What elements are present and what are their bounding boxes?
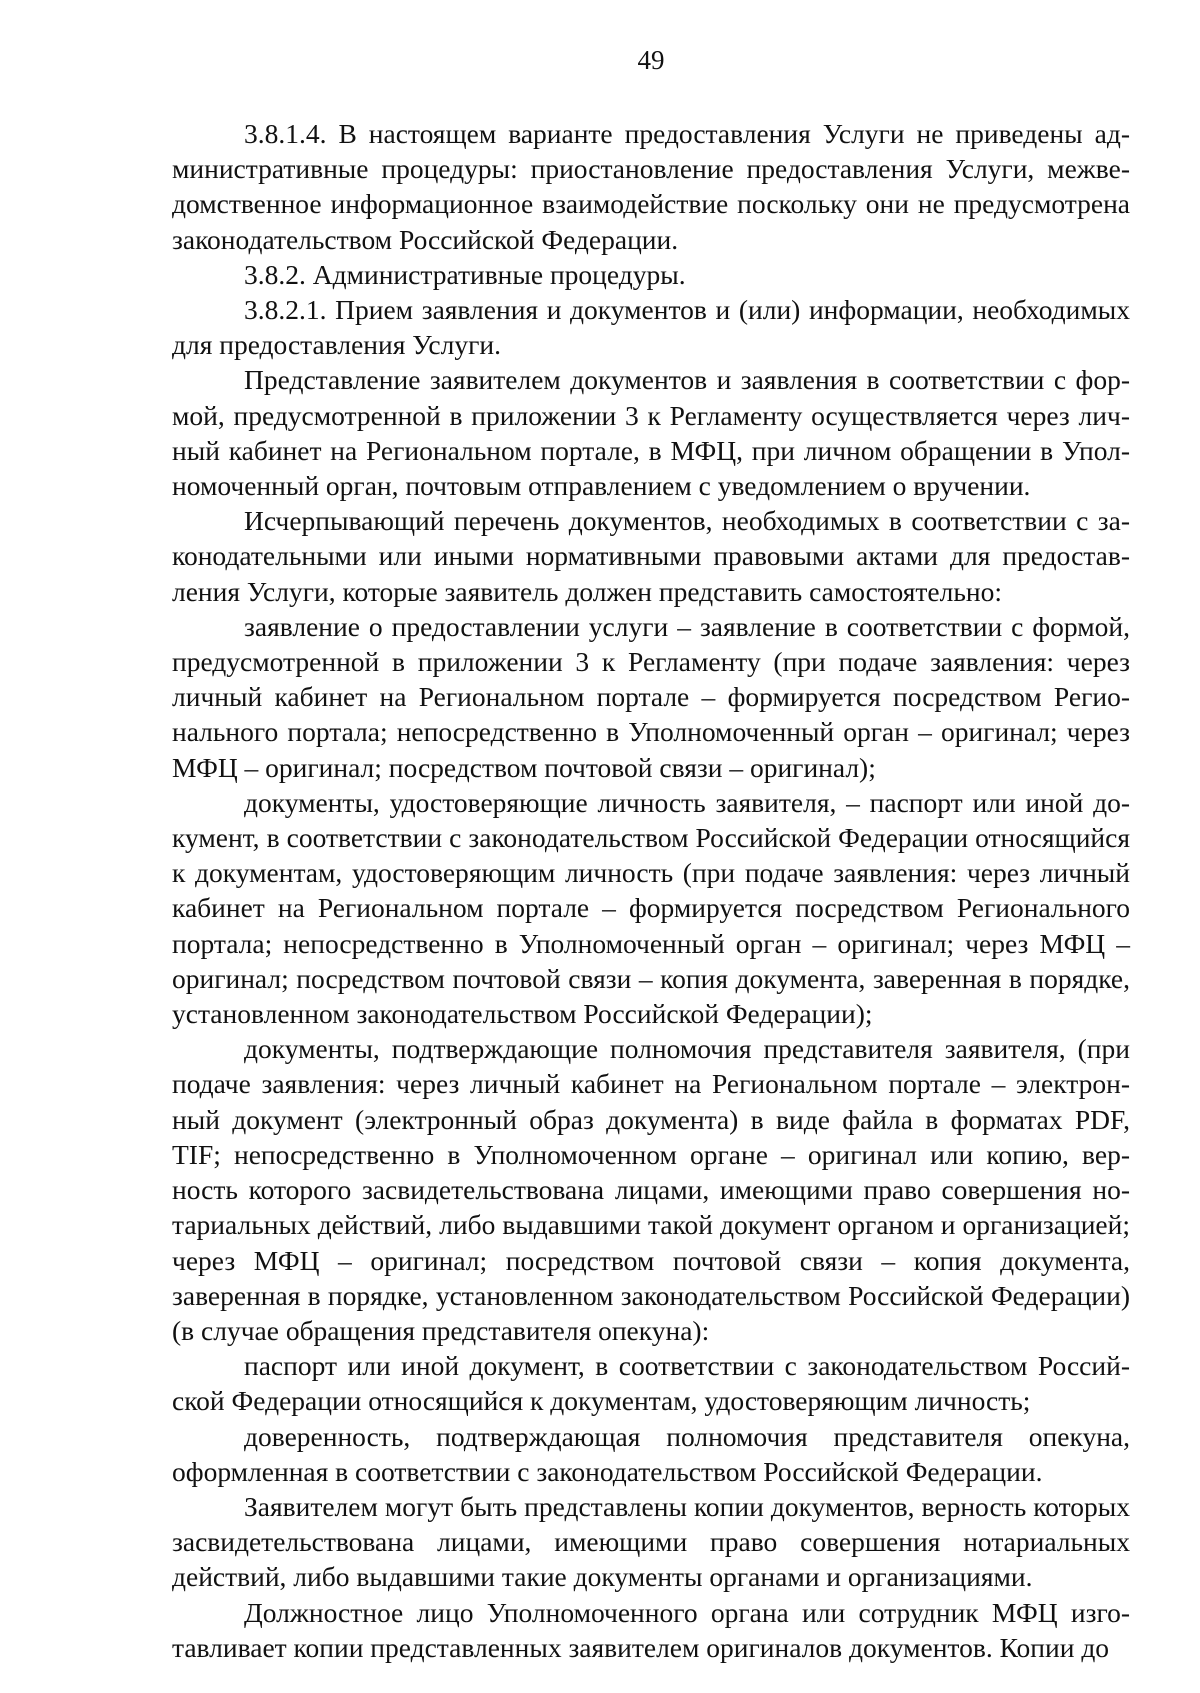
paragraph-official-copies: Должностное лицо Уполномоченного органа или сотрудник МФЦ изготавливает копии представленных заявителем оригиналов документов. Копии до xyxy=(172,1596,1130,1663)
paragraph-document-list-intro: Исчерпывающий перечень документов, необходимых в соответствии с законодательными или иными нормативными правовыми актами для предоставления Услуги, которые заявитель должен представить самостоятельно: xyxy=(172,505,1130,607)
paragraph-3-8-1-4: 3.8.1.4. В настоящем варианте предоставления Услуги не приведены административные процедуры: приостановление предоставления Услуги, межведомственное информационное взаимодействие поскольку они не предусмотрена законодательством Российской Федерации. xyxy=(172,118,1130,255)
paragraph-submission-methods: Представление заявителем документов и заявления в соответствии с формой, предусмотренной в приложении 3 к Регламенту осуществляется через личный кабинет на Региональном портале, в МФЦ, при личном обращении в Уполномоченный орган, почтовым отправлением с уведомлением о вручении. xyxy=(172,364,1130,502)
paragraph-application-form: заявление о предоставлении услуги – заявление в соответствии с формой, предусмотренной в приложении 3 к Регламенту (при подаче заявления: через личный кабинет на Региональном портале – формируется посредством Регионального портала; непосредственно в Уполномоченный орган – оригинал; через МФЦ – оригинал; посредством почтовой связи – оригинал); xyxy=(172,610,1130,783)
document-body xyxy=(172,116,1130,1665)
paragraph-3-8-2-1: 3.8.2.1. Прием заявления и документов и (или) информации, необходимых для предоставления Услуги. xyxy=(172,294,1130,361)
paragraph-identity-documents: документы, удостоверяющие личность заявителя, – паспорт или иной документ, в соответствии с законодательством Российской Федерации относящийся к документам, удостоверяющим личность (при подаче заявления: через личный кабинет на Региональном портале – формируется посредством Регионального портала; непосредственно в Уполномоченный орган – оригинал; через МФЦ – оригинал; посредством почтовой связи – копия документа, заверенная в порядке, установленном законодательством Российской Федерации); xyxy=(172,786,1130,1030)
paragraph-passport: паспорт или иной документ, в соответствии с законодательством Российской Федерации относящийся к документам, удостоверяющим личность; xyxy=(172,1350,1130,1417)
page-number: 49 xyxy=(637,45,665,75)
paragraph-3-8-2: 3.8.2. Административные процедуры. xyxy=(244,258,686,290)
paragraph-certified-copies: Заявителем могут быть представлены копии документов, верность которых засвидетельствована лицами, имеющими право совершения нотариальных действий, либо выдавшими такие документы органами и организациями. xyxy=(172,1490,1130,1593)
paragraph-representative-authority: документы, подтверждающие полномочия представителя заявителя, (при подаче заявления: через личный кабинет на Региональном портале – электронный документ (электронный образ документа) в виде файла в форматах PDF, TIF; непосредственно в Уполномоченном органе – оригинал или копию, верность которого засвидетельствована лицами, имеющими право совершения нотариальных действий, либо выдавшими такой документ органом и организацией; через МФЦ – оригинал; посредством почтовой связи – копия документа, заверенная в порядке, установленном законодательством Российской Федерации) (в случае обращения представителя опекуна): xyxy=(172,1033,1130,1346)
paragraph-power-of-attorney: доверенность, подтверждающая полномочия представителя опекуна, оформленная в соответствии с законодательством Российской Федерации. xyxy=(172,1420,1130,1487)
